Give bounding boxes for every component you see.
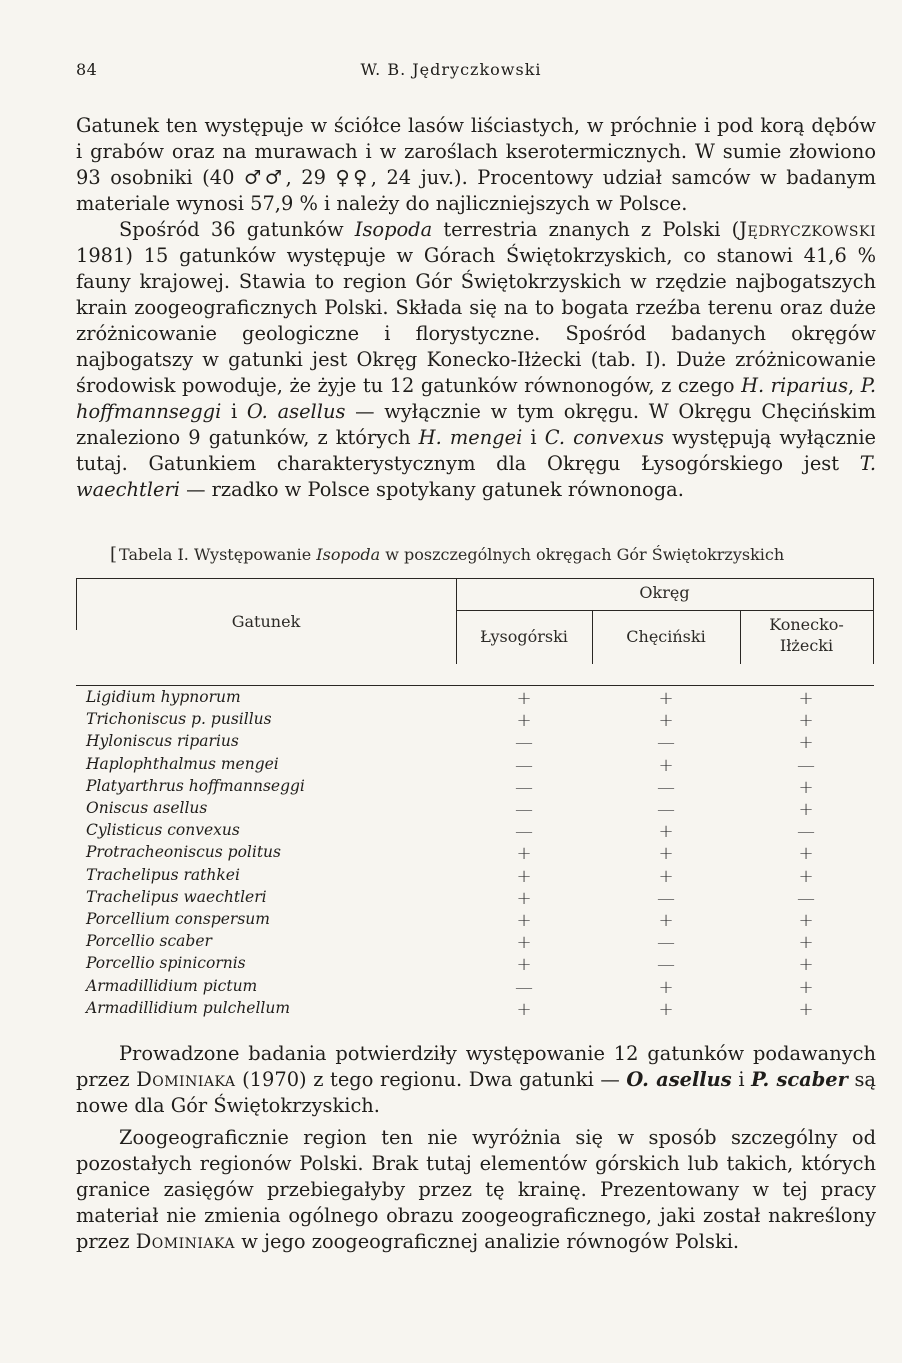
occurrence-mark: + (658, 843, 674, 865)
occurrence-mark: — (515, 799, 533, 820)
occurrence-mark: + (798, 954, 814, 976)
header-checinski: Chęciński (626, 627, 706, 646)
occurrence-mark: + (658, 688, 674, 709)
species-name: Hyloniscus riparius (86, 732, 239, 751)
occurrence-mark: + (658, 710, 674, 732)
occurrence-mark: + (516, 887, 532, 909)
species-name: Cylisticus convexus (86, 821, 240, 840)
occurrence-mark: + (658, 821, 674, 843)
occurrence-mark: — (515, 821, 533, 843)
table-row (76, 688, 874, 710)
species-name: Porcellium conspersum (86, 910, 270, 928)
species-name: Trachelipus rathkei (86, 865, 240, 884)
page-number: 84 (76, 60, 98, 79)
taxon-name: O. asellus (626, 1068, 732, 1091)
occurrence-mark: + (798, 776, 814, 798)
running-header (76, 60, 826, 84)
table-row (76, 866, 874, 888)
header-lysogorski: Łysogórski (480, 627, 568, 646)
caption-text: w poszczególnych okręgach Gór Świętokrzyskich (380, 545, 785, 564)
occurrence-mark: — (515, 732, 533, 754)
table-right-rule (873, 578, 874, 664)
taxon-name: T. waechtleri (76, 452, 876, 501)
table-row (76, 799, 874, 821)
table-row (76, 888, 874, 910)
occurrence-mark: — (515, 754, 533, 776)
occurrence-mark: — (797, 821, 815, 843)
species-name: Porcellio scaber (86, 932, 212, 951)
header-konecko-ilzecki-line2: Iłżecki (779, 636, 834, 655)
table-row (76, 954, 874, 976)
taxon-name: P. scaber (751, 1068, 848, 1091)
occurrence-mark: + (516, 932, 532, 954)
paragraph-zoogeograficznie (76, 1125, 876, 1255)
species-name: Porcellio spinicornis (86, 954, 246, 973)
occurrence-mark: + (658, 976, 674, 998)
occurrence-mark: + (516, 998, 532, 1020)
text-run: terrestria znanych z Polski ( (432, 218, 740, 241)
species-name: Oniscus asellus (86, 799, 208, 817)
text-run: Spośród 36 gatunków (119, 218, 355, 241)
species-name: Protracheoniscus politus (86, 843, 281, 862)
species-name: Ligidium hypnorum (86, 688, 241, 706)
occurrence-mark: + (516, 910, 532, 931)
author-citation: Jędryczkowski (739, 218, 876, 241)
occurrence-mark: + (798, 688, 814, 709)
table-header-rule (76, 685, 874, 686)
occurrence-mark: + (516, 954, 532, 976)
occurrence-mark: + (516, 688, 532, 709)
taxon-name: O. asellus (246, 400, 346, 423)
occurrence-mark: — (657, 932, 675, 954)
header-region-group: Okręg (639, 583, 690, 602)
text-run: i (731, 1068, 752, 1091)
caption-bracket: [ (110, 544, 118, 565)
table-row (76, 821, 874, 843)
occurrence-mark: + (798, 932, 814, 954)
occurrence-mark: — (797, 887, 815, 909)
text-run: Zoogeograficznie region ten nie wyróżnia się w sposób szczególny od pozostałych regionów Polski. Brak tutaj elementów górskich lub takich, których granice zasięgów przebiegałyby przez tę krainę. Prezentowany w tej pracy materiał nie zmienia ogólnego obrazu zoogeograficznego, jaki został nakreślony przez (76, 1126, 876, 1253)
occurrence-mark: + (798, 732, 814, 754)
text-run: w jego zoogeograficznej analizie równogów Polski. (235, 1230, 740, 1253)
occurrence-mark: + (798, 998, 814, 1020)
text-run: Gatunek ten występuje w ściółce lasów liściastych, w próchnie i pod korą dębów i grabów oraz na murawach i w zaroślach kserotermicznych. W sumie złowiono 93 osobniki (40 ♂♂, 29 ♀♀, 24 juv.). Procentowy udział samców w badanym materiale wynosi 57,9 % i należy do najliczniejszych w Polsce. (76, 114, 876, 215)
table-row (76, 932, 874, 954)
caption-taxon: Isopoda (316, 545, 381, 564)
author-citation: Dominiaka (135, 1230, 236, 1253)
occurrence-mark: + (798, 976, 814, 998)
table-caption (110, 544, 784, 565)
occurrence-mark: — (797, 754, 815, 776)
occurrence-table (76, 578, 874, 1018)
taxon-name: Isopoda (354, 218, 433, 241)
table-subheader-rule (456, 610, 874, 611)
paragraph-sposrod (76, 217, 876, 503)
text-run: — rzadko w Polsce spotykany gatunek równonoga. (179, 478, 684, 501)
table-row (76, 910, 874, 932)
text-run: , (848, 374, 861, 397)
species-name: Trichoniscus p. pusillus (86, 710, 272, 729)
table-row (76, 732, 874, 754)
occurrence-mark: — (657, 887, 675, 909)
table-top-rule (76, 578, 874, 579)
occurrence-mark: + (798, 865, 814, 887)
occurrence-mark: + (658, 754, 674, 776)
occurrence-mark: + (658, 865, 674, 887)
text-run: Prowadzone badania potwierdziły występowanie 12 gatunków podawanych przez (76, 1042, 876, 1091)
text-run: są nowe dla Gór Świętokrzyskich. (76, 1068, 876, 1117)
species-name: Armadillidium pulchellum (86, 998, 291, 1017)
running-header-author: W. B. Jędryczkowski (360, 60, 542, 79)
occurrence-mark: + (798, 910, 814, 931)
header-konecko-ilzecki (740, 614, 873, 656)
taxon-name: H. mengei (418, 426, 523, 449)
text-run: i (522, 426, 545, 449)
occurrence-mark: — (657, 799, 675, 820)
occurrence-mark: + (516, 865, 532, 887)
taxon-name: P. hoffmannseggi (76, 374, 877, 423)
occurrence-mark: + (516, 710, 532, 732)
caption-text: Tabela I. Występowanie (119, 545, 317, 564)
occurrence-mark: + (798, 843, 814, 865)
species-name: Trachelipus waechtleri (86, 887, 267, 906)
paragraph-gatunek (76, 113, 876, 503)
occurrence-mark: + (516, 843, 532, 865)
text-run: występują wyłącznie tutaj. Gatunkiem charakterystycznym dla Okręgu Łysogórskiego jest (76, 426, 877, 475)
occurrence-mark: + (798, 710, 814, 732)
species-name: Platyarthrus hoffmannseggi (86, 776, 305, 795)
occurrence-mark: + (658, 910, 674, 931)
table-row (76, 843, 874, 865)
taxon-name: C. convexus (544, 426, 664, 449)
header-species: Gatunek (231, 612, 301, 631)
text-run: i (221, 400, 247, 423)
text-run: 1981) 15 gatunków występuje w Górach Świętokrzyskich, co stanowi 41,6 % fauny krajowej. Stawia to region Gór Świętokrzyskich w rzędzie najbogatszych krain zoogeograficznych Polski. Składa się na to bogata rzeźba terenu oraz duże zróżnicowanie geologiczne i florystyczne. Spośród badanych okręgów najbogatszy w gatunki jest Okręg Konecko-Iłżecki (tab. I). Duże zróżnicowanie środowisk powoduje, że żyje tu 12 gatunków równonogów, z czego (76, 244, 876, 397)
occurrence-mark: — (657, 732, 675, 754)
table-row (76, 777, 874, 799)
header-konecko-ilzecki-line1: Konecko- (769, 615, 844, 634)
occurrence-mark: — (657, 954, 675, 976)
occurrence-mark: — (515, 776, 533, 798)
table-row (76, 755, 874, 777)
table-row (76, 710, 874, 732)
species-name: Haplophthalmus mengei (86, 754, 279, 773)
author-citation: Dominiaka (136, 1068, 236, 1091)
table-row (76, 977, 874, 999)
paragraph-prowadzone (76, 1041, 876, 1119)
species-name: Armadillidium pictum (86, 976, 258, 995)
text-run: (1970) z tego regionu. Dwa gatunki — (235, 1068, 627, 1091)
occurrence-mark: — (657, 776, 675, 798)
occurrence-mark: — (515, 976, 533, 998)
table-row (76, 999, 874, 1021)
taxon-name: H. riparius (741, 374, 849, 397)
occurrence-mark: + (798, 799, 814, 820)
text-run: — wyłącznie w tym okręgu. W Okręgu Chęcińskim znaleziono 9 gatunków, z których (76, 400, 877, 449)
occurrence-mark: + (658, 998, 674, 1020)
